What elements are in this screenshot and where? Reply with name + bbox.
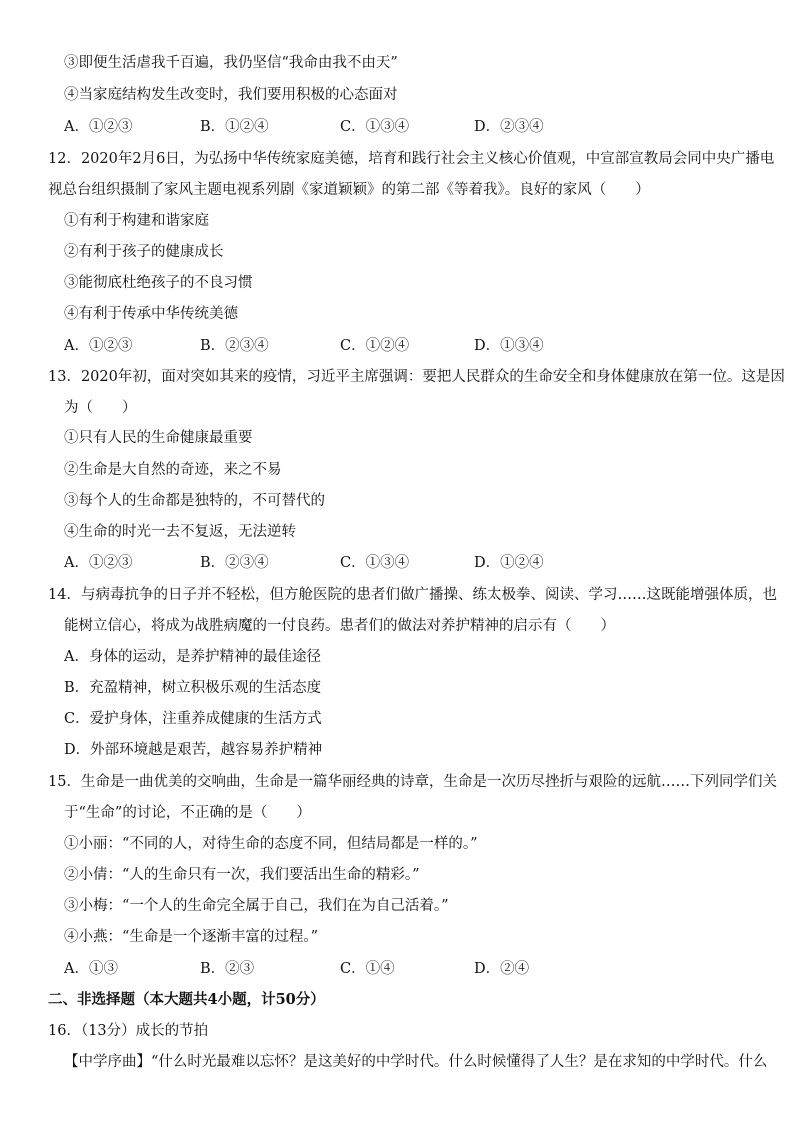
q15-option-4: ④小燕：“生命是一个逐渐丰富的过程。” <box>64 929 319 945</box>
q13-option-4: ④生命的时光一去不复返，无法逆转 <box>64 524 296 540</box>
q14-stem-line2: 能树立信心，将成为战胜病魔的一付良药。患者们的做法对养护精神的启示有（ ） <box>64 618 615 634</box>
q13-option-3: ③每个人的生命都是独特的，不可替代的 <box>64 493 325 509</box>
q12-option-4: ④有利于传承中华传统美德 <box>64 306 238 322</box>
q13-stem-line2: 为（ ） <box>64 400 137 416</box>
q16-stem: 16．（13分）成长的节拍 <box>48 1023 209 1039</box>
q11-choice-c: C．①③④ <box>340 119 410 135</box>
q13-choice-b: B．②③④ <box>200 555 269 571</box>
q15-option-2: ②小倩：“人的生命只有一次，我们要活出生命的精彩。” <box>64 867 420 883</box>
q15-stem-line1: 15．生命是一曲优美的交响曲，生命是一篇华丽经典的诗章，生命是一次历尽挫折与艰险的远航……下列同学们关 <box>48 774 777 790</box>
q12-choice-a: A．①②③ <box>64 338 133 354</box>
q15-option-3: ③小梅：“一个人的生命完全属于自己，我们在为自己活着。” <box>64 898 449 914</box>
q15-choice-b: B．②③ <box>200 961 255 977</box>
q15-stem-line2: 于“生命”的讨论，不正确的是（ ） <box>64 805 311 821</box>
q14-stem-line1: 14．与病毒抗争的日子并不轻松，但方舱医院的患者们做广播操、练太极拳、阅读、学习……这既能增强体质，也 <box>48 587 777 603</box>
q14-option-a: A．身体的运动，是养护精神的最佳途径 <box>64 649 321 665</box>
q11-option-4: ④当家庭结构发生改变时，我们要用积极的心态面对 <box>64 87 398 103</box>
q13-option-1: ①只有人民的生命健康最重要 <box>64 430 253 446</box>
q13-choice-c: C．①③④ <box>340 555 410 571</box>
q13-stem-line1: 13．2020年初，面对突如其来的疫情，习近平主席强调：要把人民群众的生命安全和身体健康放在第一位。这是因 <box>48 369 785 385</box>
q11-option-3: ③即便生活虐我千百遍，我仍坚信“我命由我不由天” <box>64 55 398 71</box>
section-heading: 二、非选择题（本大题共4小题，计50分） <box>48 991 325 1008</box>
q15-option-1: ①小丽：“不同的人，对待生命的态度不同，但结局都是一样的。” <box>64 836 478 852</box>
q14-option-c: C．爱护身体，注重养成健康的生活方式 <box>64 711 322 727</box>
q12-choice-d: D．①③④ <box>474 338 544 354</box>
q12-choice-b: B．②③④ <box>200 338 269 354</box>
q14-option-d: D．外部环境越是艰苦，越容易养护精神 <box>64 742 323 758</box>
q14-option-b: B．充盈精神，树立积极乐观的生活态度 <box>64 680 322 696</box>
q15-choice-c: C．①④ <box>340 961 395 977</box>
q13-choice-d: D．①②④ <box>474 555 544 571</box>
q16-paragraph: 【中学序曲】“什么时光最难以忘怀？是这美好的中学时代。什么时候懂得了人生？是在求知的中学时代。什么 <box>64 1054 768 1070</box>
q11-choice-d: D．②③④ <box>474 119 544 135</box>
q12-option-1: ①有利于构建和谐家庭 <box>64 213 209 229</box>
q15-choice-d: D．②④ <box>474 961 530 977</box>
q12-stem-line1: 12．2020年2月6日，为弘扬中华传统家庭美德，培育和践行社会主义核心价值观，中宣部宣教局会同中央广播电 <box>48 151 775 167</box>
q12-stem-line2: 视总台组织摄制了家风主题电视系列剧《家道颖颖》的第二部《等着我》。良好的家风（ ） <box>48 182 650 198</box>
q13-option-2: ②生命是大自然的奇迹，来之不易 <box>64 462 282 478</box>
q11-choice-a: A．①②③ <box>64 119 133 135</box>
q13-choice-a: A．①②③ <box>64 555 133 571</box>
q12-option-3: ③能彻底杜绝孩子的不良习惯 <box>64 275 253 291</box>
q12-choice-c: C．①②④ <box>340 338 410 354</box>
q15-choice-a: A．①③ <box>64 961 118 977</box>
q11-choice-b: B．①②④ <box>200 119 269 135</box>
q12-option-2: ②有利于孩子的健康成长 <box>64 244 224 260</box>
